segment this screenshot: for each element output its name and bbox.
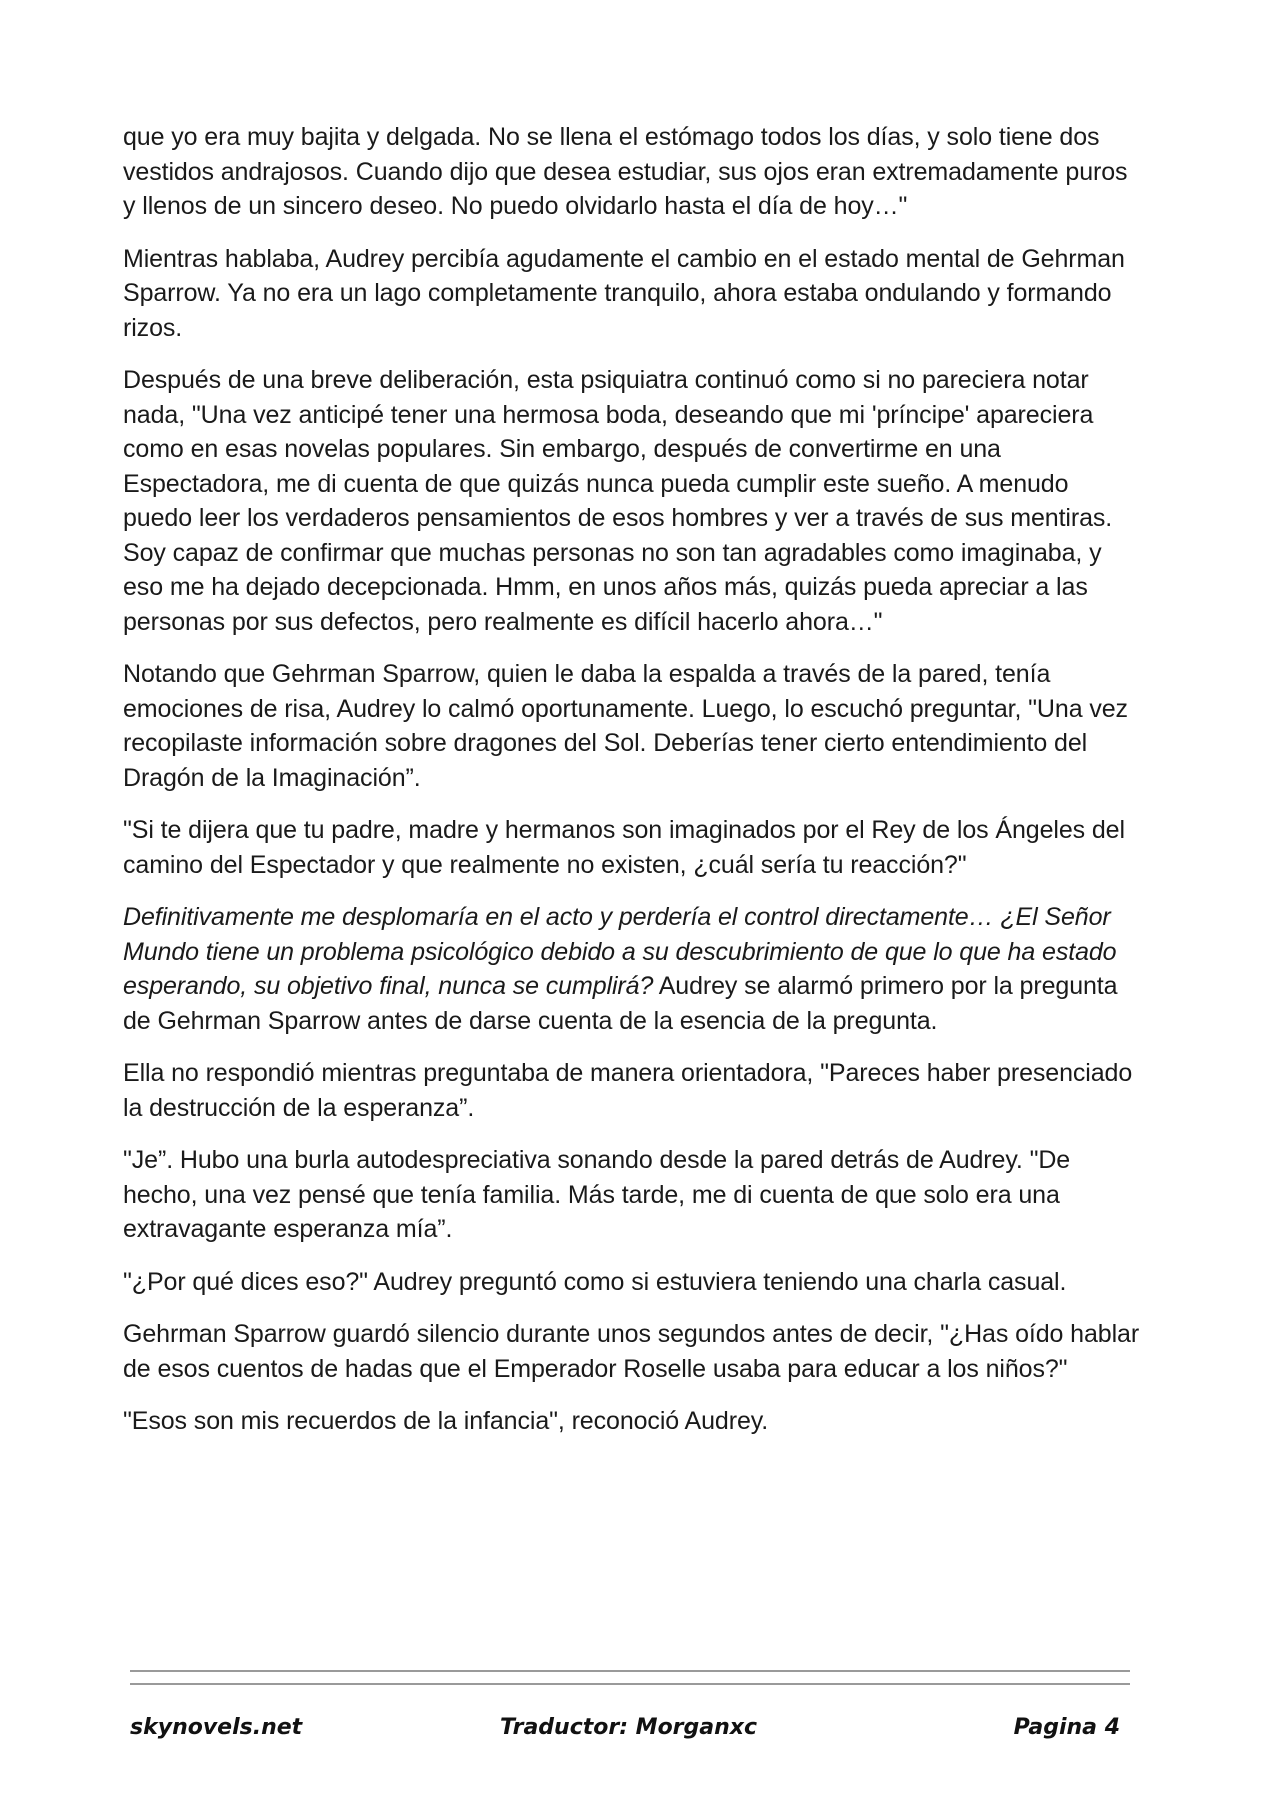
footer-translator: Traductor: Morganxc <box>500 1715 758 1740</box>
paragraph-6 <box>123 900 1143 1038</box>
paragraph-2: Mientras hablaba, Audrey percibía agudamente el cambio en el estado mental de Gehrman Sparrow. Ya no era un lago completamente tranquilo, ahora estaba ondulando y formando rizos. <box>123 244 1125 342</box>
paragraph-4: Notando que Gehrman Sparrow, quien le daba la espalda a través de la pared, tenía emociones de risa, Audrey lo calmó oportunamente. Luego, lo escuchó preguntar, "Una vez recopilaste información sobre dragones del Sol. Deberías tener cierto entendimiento del Dragón de la Imaginación”. <box>123 660 1128 792</box>
paragraph-10: Gehrman Sparrow guardó silencio durante unos segundos antes de decir, "¿Has oído hablar de esos cuentos de hadas que el Emperador Roselle usaba para educar a los niños?" <box>123 1320 1140 1383</box>
footer-divider-top <box>130 1670 1130 1672</box>
paragraph-11: "Esos son mis recuerdos de la infancia", reconoció Audrey. <box>123 1407 769 1435</box>
paragraph-3: Después de una breve deliberación, esta psiquiatra continuó como si no pareciera notar nada, "Una vez anticipé tener una hermosa boda, deseando que mi 'príncipe' apareciera como en esas novelas populares. Sin embargo, después de convertirme en una Espectadora, me di cuenta de que quizás nunca pueda cumplir este sueño. A menudo puedo leer los verdaderos pensamientos de esos hombres y ver a través de sus mentiras. Soy capaz de confirmar que muchas personas no son tan agradables como imaginaba, y eso me ha dejado decepcionada. Hmm, en unos años más, quizás pueda apreciar a las personas por sus defectos, pero realmente es difícil hacerlo ahora…" <box>123 366 1113 636</box>
page-footer <box>130 1715 1130 1755</box>
footer-page-number: Pagina 4 <box>1013 1715 1120 1740</box>
paragraph-8: "Je”. Hubo una burla autodespreciativa sonando desde la pared detrás de Audrey. "De hecho, una vez pensé que tenía familia. Más tarde, me di cuenta de que solo era una extravagante esperanza mía”. <box>123 1146 1071 1243</box>
paragraph-6-italic-thought: Definitivamente me desplomaría en el acto y perdería el control directamente… ¿El Señor Mundo tiene un problema psicológico debido a su descubrimiento de que lo que ha estado esperando, su objetivo final, nunca se cumplirá? <box>123 903 1117 1000</box>
paragraph-1: que yo era muy bajita y delgada. No se llena el estómago todos los días, y solo tiene dos vestidos andrajosos. Cuando dijo que desea estudiar, sus ojos eran extremadamente puros y llenos de un sincero deseo. No puedo olvidarlo hasta el día de hoy…" <box>123 123 1128 220</box>
paragraph-5: "Si te dijera que tu padre, madre y hermanos son imaginados por el Rey de los Ángeles del camino del Espectador y que realmente no existen, ¿cuál sería tu reacción?" <box>123 816 1125 879</box>
document-body <box>123 120 1143 1457</box>
footer-divider-bottom <box>130 1683 1130 1685</box>
paragraph-6-text: Audrey se alarmó primero por la pregunta de Gehrman Sparrow antes de darse cuenta de la esencia de la pregunta. <box>123 972 1118 1035</box>
paragraph-7: Ella no respondió mientras preguntaba de manera orientadora, "Pareces haber presenciado la destrucción de la esperanza”. <box>123 1059 1133 1122</box>
paragraph-9: "¿Por qué dices eso?" Audrey preguntó como si estuviera teniendo una charla casual. <box>123 1267 1067 1296</box>
footer-site-name: skynovels.net <box>130 1715 303 1740</box>
